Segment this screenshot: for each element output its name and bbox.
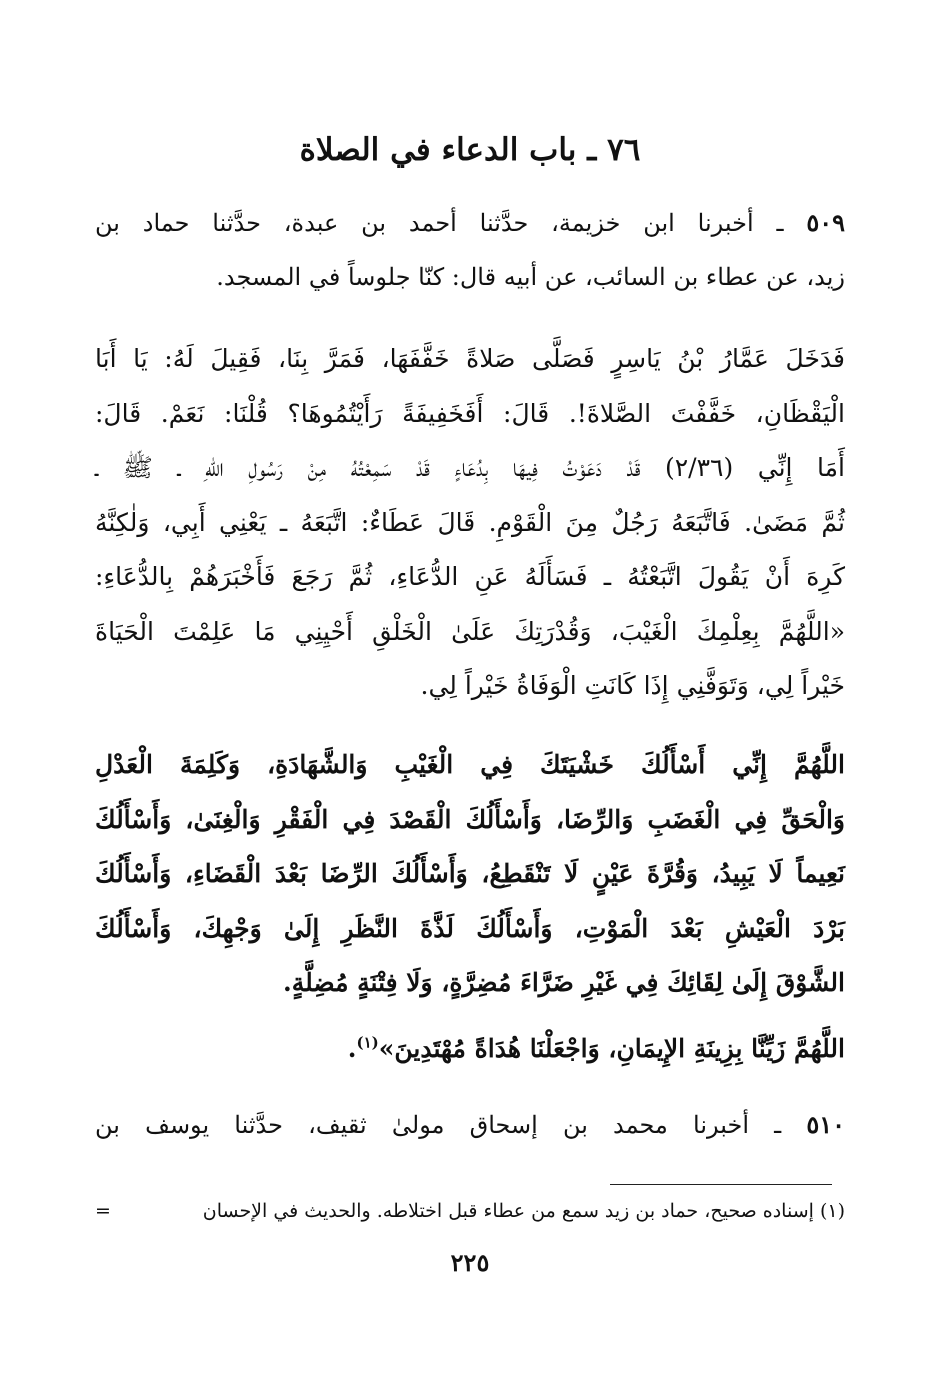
footnote-text: (١) إسناده صحيح، حماد بن زيد سمع من عطاء قبل اختلاطه. والحديث في الإحسان — [202, 1200, 845, 1222]
dua-closing-line: اللَّهُمَّ زَيِّنَّا بِزِينَةِ الإِيمَانِ، وَاجْعَلْنَا هُدَاةً مُهْتَدِينَ»$^{(١)}$. — [347, 1033, 845, 1063]
hadith-line: أَمَا إِنِّي (٢/٣٦) قَدْ دَعَوْتُ فِيهَا بِدُعَاءٍ قَدْ سَمِعْتُهُ مِنْ رَسُولِ اللهِ ـ ﷺ ـ — [95, 453, 845, 482]
hadith-line: ثُمَّ مَضَىٰ. فَاتَّبَعَهُ رَجُلٌ مِنَ الْقَوْمِ. قَالَ عَطَاءٌ: اتَّبَعَهُ ـ يَعْنِي أَبِي، وَلٰكِنَّهُ — [95, 507, 845, 537]
isnad-510 — [95, 1098, 845, 1152]
dua-line: اللَّهُمَّ إِنِّي أَسْأَلُكَ خَشْيَتَكَ فِي الْغَيْبِ وَالشَّهَادَةِ، وَكَلِمَةَ الْعَدْلِ — [95, 750, 845, 779]
hadith-number: ٥٠٩ — [806, 208, 845, 237]
page-number: ٢٢٥ — [450, 1248, 490, 1277]
hadith-paragraph-1 — [95, 332, 845, 714]
hadith-number: ٥١٠ — [806, 1110, 845, 1139]
hadith-paragraph-3 — [95, 1022, 845, 1077]
dua-line: الشَّوْقَ إِلَىٰ لِقَائِكَ فِي غَيْرِ ضَرَّاءَ مُضِرَّةٍ، وَلَا فِتْنَةٍ مُضِلَّةٍ. — [283, 968, 845, 997]
hadith-line: فَدَخَلَ عَمَّارُ بْنُ يَاسِرٍ فَصَلَّى صَلاةً خَفَّفَهَا، فَمَرَّ بِنَا، فَقِيلَ لَهُ: يَا أَبَا — [95, 344, 845, 373]
hadith-line: خَيْراً لِي، وَتَوَفَّنِي إِذَا كَانَتِ الْوَفَاةُ خَيْراً لِي. — [420, 671, 845, 700]
hadith-line: كَرِهَ أَنْ يَقُولَ اتَّبَعْتُهُ ـ فَسَأَلَهُ عَنِ الدُّعَاءِ، ثُمَّ رَجَعَ فَأَخْبَرَهُمْ بِالدُّعَاءِ: — [95, 562, 845, 591]
isnad-509-line-1: ٥٠٩ ـ أخبرنا ابن خزيمة، حدَّثنا أحمد بن عبدة، حدَّثنا حماد بن — [95, 208, 845, 237]
dua-line: وَالْحَقِّ فِي الْغَضَبِ وَالرِّضَا، وَأَسْأَلُكَ الْقَصْدَ فِي الْفَقْرِ وَالْغِنَىٰ، وَأَسْأَلُكَ — [95, 804, 845, 834]
isnad-509-line-2: زيد، عن عطاء بن السائب، عن أبيه قال: كنّا جلوساً في المسجد. — [216, 263, 845, 291]
dua-line: نَعِيماً لَا يَبِيدُ، وَقُرَّةَ عَيْنٍ لَا تَنْقَطِعُ، وَأَسْأَلُكَ الرِّضَا بَعْدَ الْقَضَاءِ، وَأَسْأَلُكَ — [95, 859, 845, 888]
footnote — [95, 1196, 845, 1226]
hadith-paragraph-2 — [95, 738, 845, 1011]
chapter-title: ٧٦ ـ باب الدعاء في الصلاة — [299, 132, 641, 168]
footnote-divider — [610, 1184, 832, 1185]
hadith-line: الْيَقْظَانِ، خَفَّفْتَ الصَّلاةَ!. قَالَ: أَفَخَفِيفَةً رَأَيْتُمُوهَا؟ قُلْنَا: نَعَمْ. قَالَ: — [95, 398, 845, 428]
hadith-line: «اللَّهُمَّ بِعِلْمِكَ الْغَيْبَ، وَقُدْرَتِكَ عَلَىٰ الْخَلْقِ أَحْيِنِي مَا عَلِمْتَ الْحَيَاةَ — [95, 616, 845, 646]
isnad-509 — [95, 196, 845, 304]
footnote-continuation-mark: = — [95, 1200, 111, 1222]
dua-line: بَرْدَ الْعَيْشِ بَعْدَ الْمَوْتِ، وَأَسْأَلُكَ لَذَّةَ النَّظَرِ إِلَىٰ وَجْهِكَ، وَأَسْأَلُكَ — [95, 913, 845, 943]
footnote-marker[interactable]: (١) — [356, 1033, 379, 1052]
isnad-510-line-1: ٥١٠ ـ أخبرنا محمد بن إسحاق مولىٰ ثقيف، حدَّثنا يوسف بن — [95, 1110, 845, 1139]
